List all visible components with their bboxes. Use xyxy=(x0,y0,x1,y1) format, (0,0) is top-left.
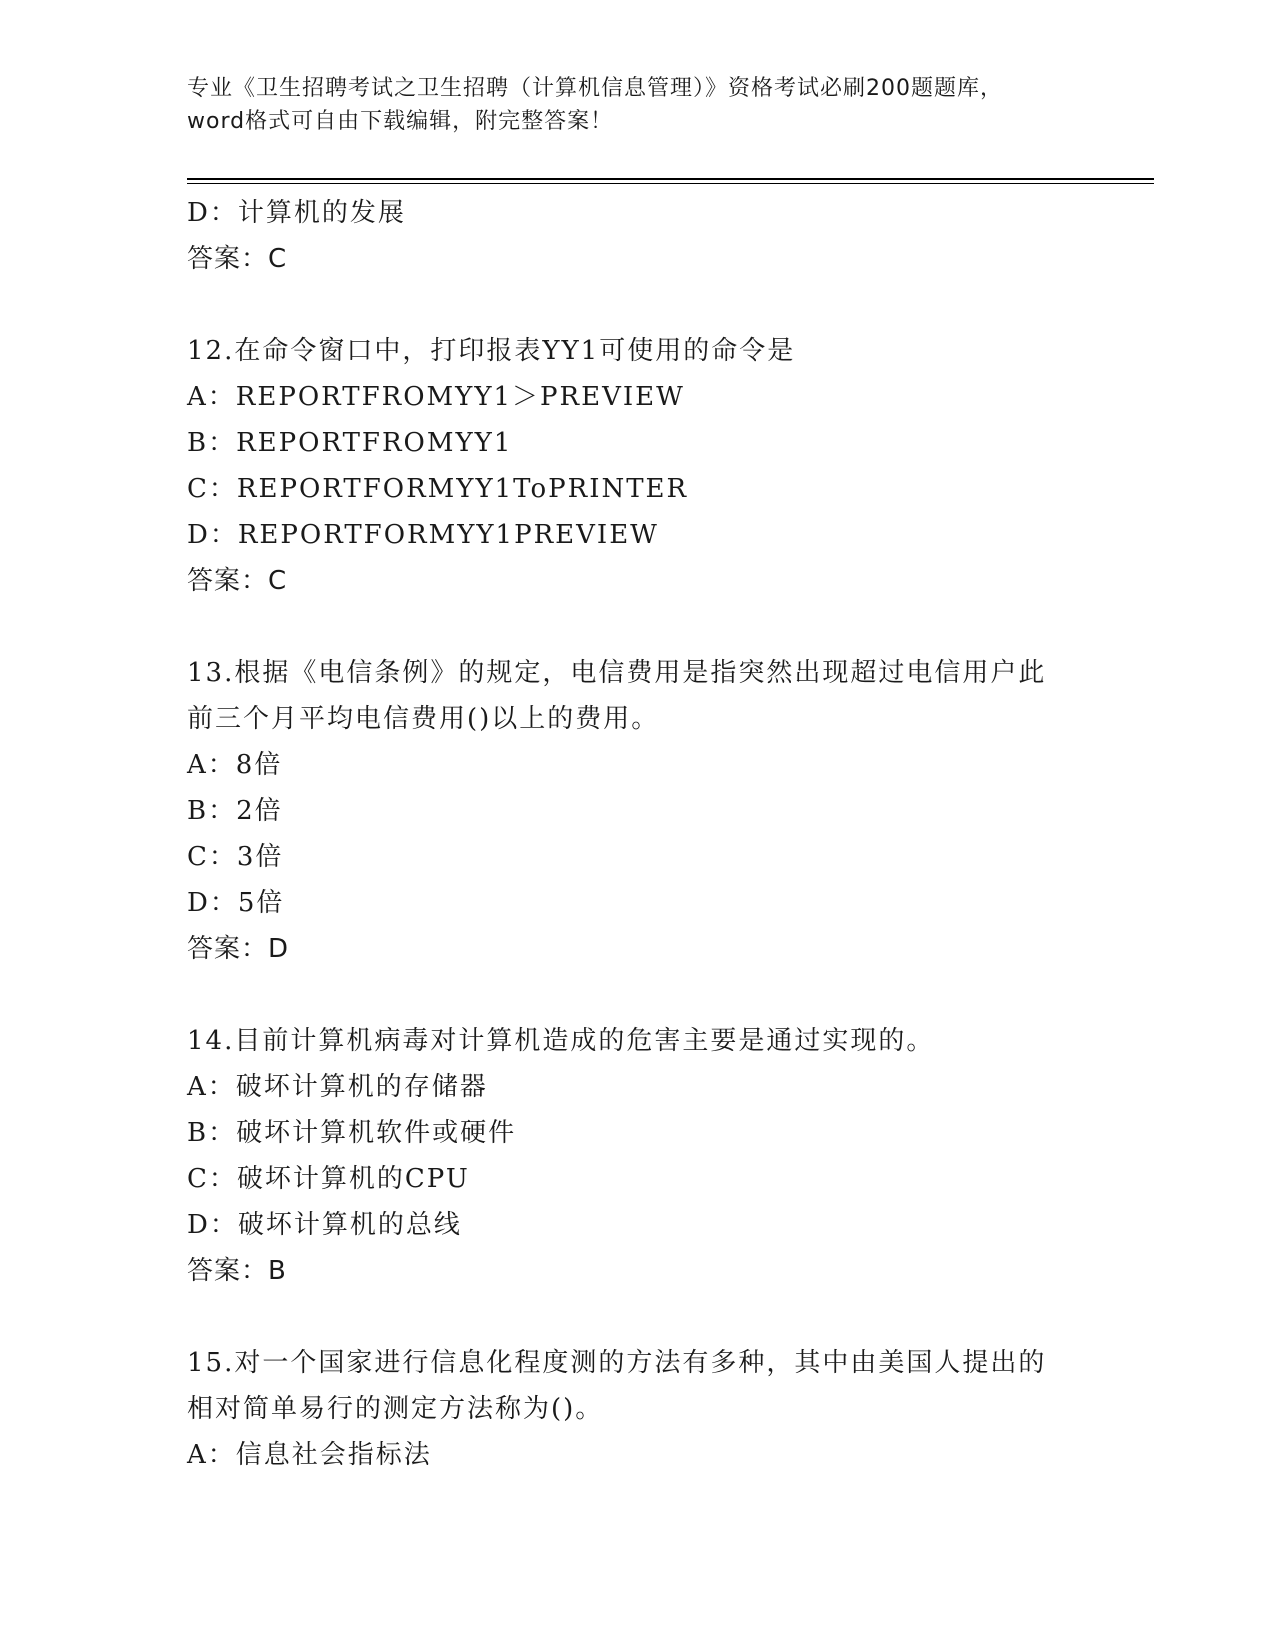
header-line-2: word格式可自由下载编辑，附完整答案！ xyxy=(187,109,614,134)
question-stem: 12.在命令窗口中，打印报表YY1可使用的命令是 xyxy=(187,336,796,366)
answer-line: 答案：D xyxy=(187,934,290,964)
spacer xyxy=(187,282,1087,328)
question-stem-continued: 前三个月平均电信费用()以上的费用。 xyxy=(187,704,660,734)
spacer xyxy=(187,604,1087,650)
header-rule-thick xyxy=(187,178,1154,180)
question-14 xyxy=(187,1018,1087,1294)
question-stem: 15.对一个国家进行信息化程度测的方法有多种，其中由美国人提出的 xyxy=(187,1348,1047,1378)
question-15 xyxy=(187,1340,1087,1478)
header-rule-thin xyxy=(187,183,1154,184)
option-b: B：破坏计算机软件或硬件 xyxy=(187,1118,517,1148)
spacer xyxy=(187,972,1087,1018)
option-d: D：5倍 xyxy=(187,888,285,918)
option-d: D：破坏计算机的总线 xyxy=(187,1210,462,1240)
question-stem: 13.根据《电信条例》的规定，电信费用是指突然出现超过电信用户此 xyxy=(187,658,1047,688)
option-a: A：破坏计算机的存储器 xyxy=(187,1072,488,1102)
question-stem: 14.目前计算机病毒对计算机造成的危害主要是通过实现的。 xyxy=(187,1026,935,1056)
option-c: C：破坏计算机的CPU xyxy=(187,1164,470,1194)
option-a: A：REPORTFROMYY1＞PREVIEW xyxy=(187,382,685,412)
header-line-1: 专业《卫生招聘考试之卫生招聘（计算机信息管理）》资格考试必刷200题题库， xyxy=(187,76,1003,101)
option-a: A：8倍 xyxy=(187,750,283,780)
option-c: C：REPORTFORMYY1ToPRINTER xyxy=(187,474,689,504)
answer-line: 答案：C xyxy=(187,244,288,274)
option-a: A：信息社会指标法 xyxy=(187,1440,432,1470)
option-d: D：REPORTFORMYY1PREVIEW xyxy=(187,520,659,550)
question-content xyxy=(187,190,1087,1478)
question-12 xyxy=(187,328,1087,604)
option-b: B：2倍 xyxy=(187,796,283,826)
answer-line: 答案：B xyxy=(187,1256,287,1286)
option-d: D：计算机的发展 xyxy=(187,198,406,228)
spacer xyxy=(187,1294,1087,1340)
question-13 xyxy=(187,650,1087,972)
answer-line: 答案：C xyxy=(187,566,288,596)
page-header xyxy=(187,72,1077,138)
option-c: C：3倍 xyxy=(187,842,284,872)
question-stem-continued: 相对简单易行的测定方法称为()。 xyxy=(187,1394,604,1424)
option-b: B：REPORTFROMYY1 xyxy=(187,428,513,458)
